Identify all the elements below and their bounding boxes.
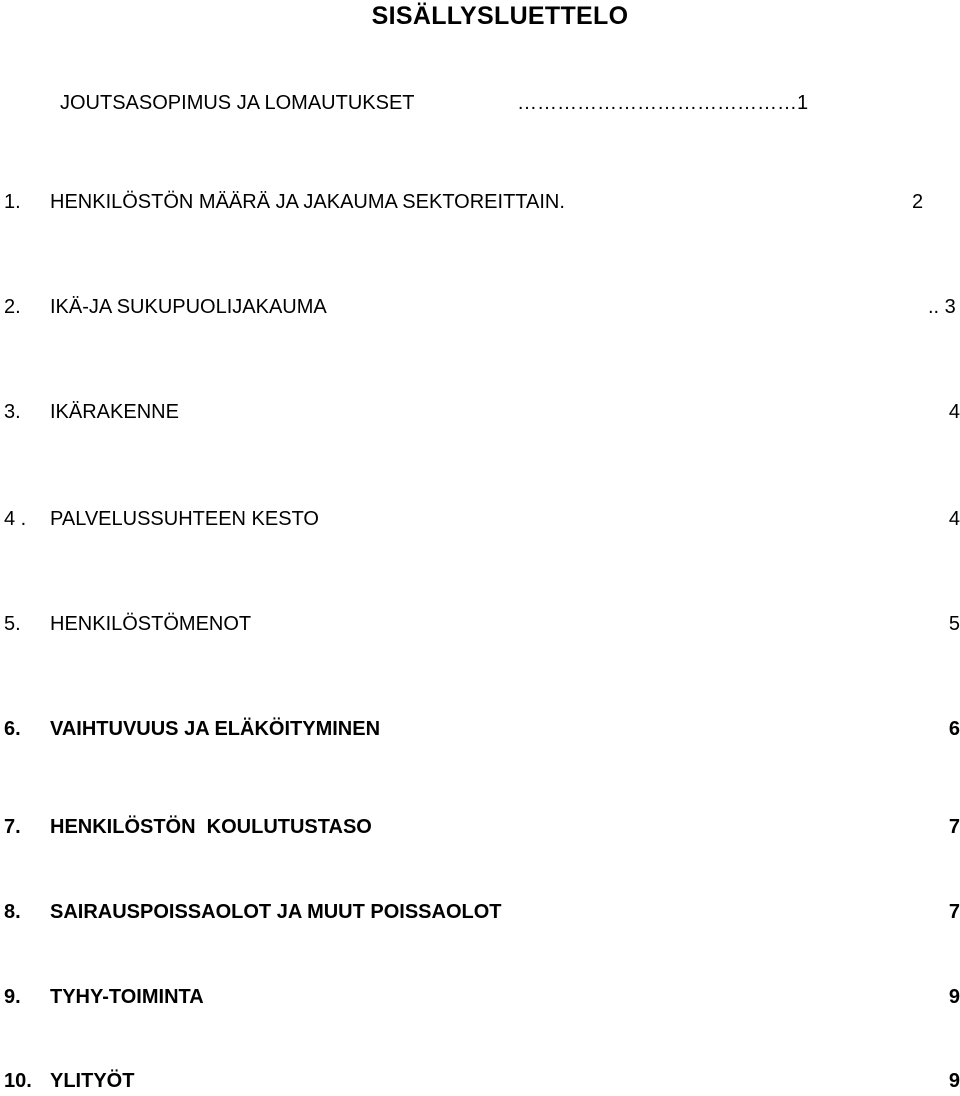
toc-entry-number: 7. xyxy=(4,816,21,838)
toc-entry xyxy=(0,88,960,118)
toc-entry-label: IKÄRAKENNE xyxy=(50,401,179,423)
toc-entry-label: SAIRAUSPOISSAOLOT JA MUUT POISSAOLOT xyxy=(50,901,502,923)
toc-entry-page: 5 xyxy=(948,613,960,635)
toc-entry-page: .. 3 xyxy=(928,296,956,318)
toc-entry xyxy=(0,609,960,639)
toc-entry-page: ……………………………………1 xyxy=(517,92,809,114)
toc-entry xyxy=(0,982,960,1012)
toc-entry-number: 4 . xyxy=(4,508,27,530)
toc-entry-number: 10. xyxy=(4,1070,32,1092)
toc-entry xyxy=(0,714,960,744)
toc-entry-label: VAIHTUVUUS JA ELÄKÖITYMINEN xyxy=(50,718,381,740)
toc-entry-number: 9. xyxy=(4,986,21,1008)
toc-entry-page: 2 xyxy=(912,191,924,213)
toc-entry-label: IKÄ-JA SUKUPUOLIJAKAUMA xyxy=(50,296,327,318)
toc-entry-page: 7 xyxy=(948,901,960,923)
toc-entry xyxy=(0,504,960,534)
toc-entry xyxy=(0,1066,960,1096)
toc-entry-label: HENKILÖSTÖN KOULUTUSTASO xyxy=(50,816,372,838)
toc-entry-page: 4 xyxy=(948,401,960,423)
toc-entry xyxy=(0,187,960,217)
page-title: SISÄLLYSLUETTELO xyxy=(371,2,629,30)
toc-entry-label: HENKILÖSTÖMENOT xyxy=(50,613,252,635)
toc-entry-label: HENKILÖSTÖN MÄÄRÄ JA JAKAUMA SEKTOREITTAIN. xyxy=(50,191,565,213)
toc-entry xyxy=(0,397,960,427)
toc-entry-label: TYHY-TOIMINTA xyxy=(50,986,204,1008)
toc-entry-number: 2. xyxy=(4,296,21,318)
toc-entry-number: 8. xyxy=(4,901,21,923)
toc-entry-page: 9 xyxy=(948,986,960,1008)
toc-entry xyxy=(0,292,960,322)
toc-entry-label: PALVELUSSUHTEEN KESTO xyxy=(50,508,319,530)
toc-entry xyxy=(0,812,960,842)
toc-entry xyxy=(0,897,960,927)
toc-entry-page: 9 xyxy=(948,1070,960,1092)
toc-entry-label: YLITYÖT xyxy=(50,1070,135,1092)
toc-entry-number: 5. xyxy=(4,613,21,635)
toc-entry-number: 3. xyxy=(4,401,21,423)
toc-entry-number: 1. xyxy=(4,191,21,213)
toc-entry-page: 7 xyxy=(948,816,960,838)
toc-entry-number: 6. xyxy=(4,718,21,740)
toc-entry-label: JOUTSASOPIMUS JA LOMAUTUKSET xyxy=(60,92,415,114)
toc-entry-page: 6 xyxy=(948,718,960,740)
toc-entry-page: 4 xyxy=(948,508,960,530)
